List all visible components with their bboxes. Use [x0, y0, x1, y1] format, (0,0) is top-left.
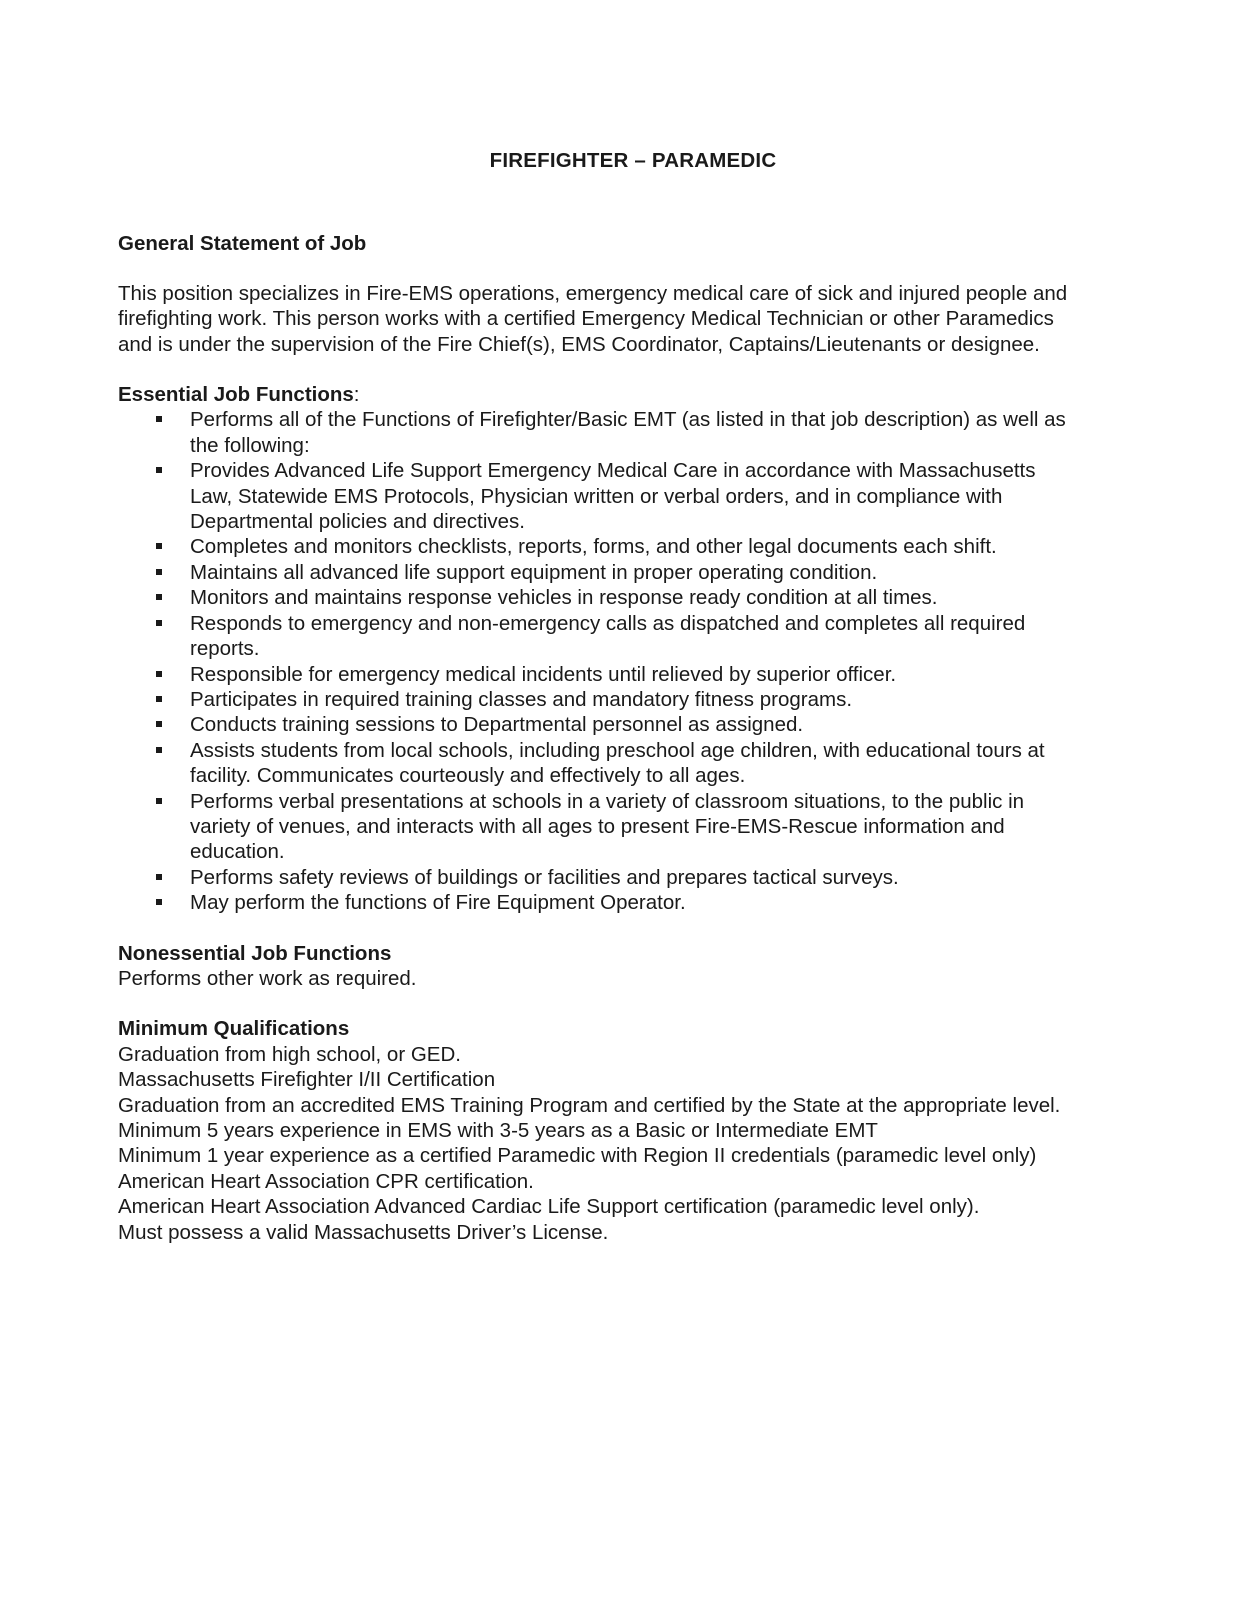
essential-functions-list [118, 407, 1078, 915]
list-item: Performs all of the Functions of Firefighter/Basic EMT (as listed in that job description) as well as the following: [190, 407, 1078, 458]
nonessential-functions-section [118, 941, 1078, 992]
list-item: Assists students from local schools, including preschool age children, with educational tours at facility. Communicates courteously and effectively to all ages. [190, 738, 1078, 789]
qualification-line: Minimum 1 year experience as a certified Paramedic with Region II credentials (paramedic level only) [118, 1144, 1037, 1168]
general-statement-text: This position specializes in Fire-EMS operations, emergency medical care of sick and injured people and firefighting work. This person works with a certified Emergency Medical Technician or other Paramedics and is under the supervision of the Fire Chief(s), EMS Coordinator, Captains/Lieutenants or designee. [118, 281, 1068, 356]
qualification-line: American Heart Association CPR certification. [118, 1169, 534, 1193]
list-item: Provides Advanced Life Support Emergency Medical Care in accordance with Massachusetts Law, Statewide EMS Protocols, Physician written or verbal orders, and in compliance with Departmental policies and directives. [190, 458, 1078, 534]
list-item: Responds to emergency and non-emergency calls as dispatched and completes all required reports. [190, 611, 1078, 662]
essential-functions-heading-colon: : [353, 383, 360, 407]
list-item: Completes and monitors checklists, reports, forms, and other legal documents each shift. [190, 534, 1078, 559]
general-statement-section [118, 231, 1078, 357]
qualification-line: Massachusetts Firefighter I/II Certification [118, 1068, 496, 1092]
qualification-line: Minimum 5 years experience in EMS with 3-5 years as a Basic or Intermediate EMT [118, 1119, 878, 1142]
list-item: Conducts training sessions to Departmental personnel as assigned. [190, 712, 1078, 737]
qualification-line: American Heart Association Advanced Cardiac Life Support certification (paramedic level only). [118, 1195, 980, 1219]
nonessential-functions-heading: Nonessential Job Functions [118, 941, 392, 965]
list-item: Performs verbal presentations at schools in a variety of classroom situations, to the public in variety of venues, and interacts with all ages to present Fire-EMS-Rescue information and education. [190, 789, 1078, 865]
minimum-qualifications-heading: Minimum Qualifications [118, 1017, 350, 1041]
document-title: FIREFIGHTER – PARAMEDIC [489, 149, 777, 172]
qualification-line: Graduation from an accredited EMS Training Program and certified by the State at the appropriate level. [118, 1093, 1061, 1117]
list-item: Maintains all advanced life support equipment in proper operating condition. [190, 560, 1078, 585]
qualification-line: Graduation from high school, or GED. [118, 1042, 461, 1066]
essential-functions-heading-text: Essential Job Functions [118, 383, 354, 407]
essential-functions-heading [118, 382, 1078, 407]
list-item: May perform the functions of Fire Equipment Operator. [190, 890, 1078, 915]
list-item: Performs safety reviews of buildings or facilities and prepares tactical surveys. [190, 865, 1078, 890]
list-item: Participates in required training classes and mandatory fitness programs. [190, 687, 1078, 712]
nonessential-functions-text: Performs other work as required. [118, 966, 417, 990]
general-statement-heading: General Statement of Job [118, 232, 367, 256]
qualification-line: Must possess a valid Massachusetts Driver’s License. [118, 1220, 609, 1244]
list-item: Monitors and maintains response vehicles in response ready condition at all times. [190, 585, 1078, 610]
document-page [118, 148, 1078, 1245]
essential-functions-section [118, 382, 1078, 916]
list-item: Responsible for emergency medical incidents until relieved by superior officer. [190, 662, 1078, 687]
minimum-qualifications-section [118, 1016, 1078, 1245]
